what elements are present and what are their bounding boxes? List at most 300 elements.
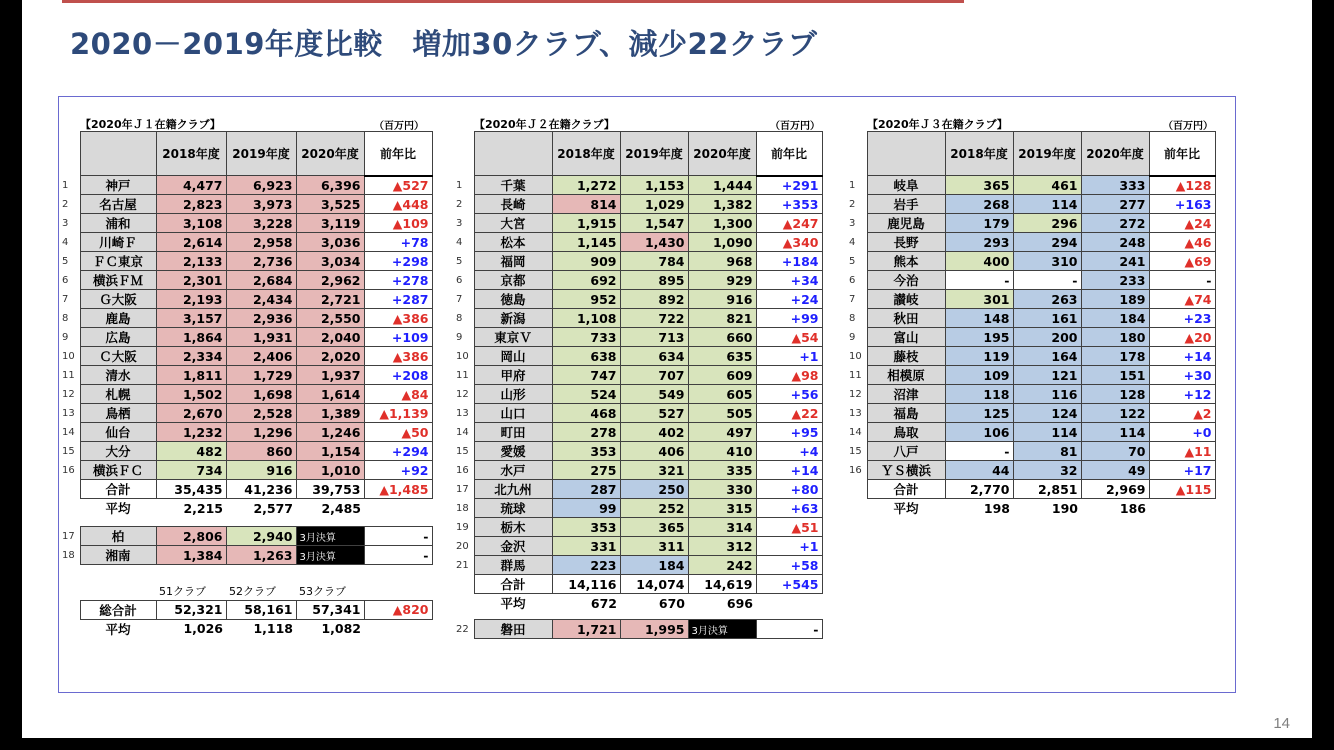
table-row <box>849 366 1215 385</box>
table-row <box>456 347 822 366</box>
yoy-change: +184 <box>756 252 822 271</box>
revenue-value: 2,614 <box>156 233 226 252</box>
club-name: 山口 <box>474 404 552 423</box>
row-index: 9 <box>62 331 69 343</box>
yoy-change: ▲386 <box>364 347 432 366</box>
table-row <box>456 328 822 347</box>
yoy-change: ▲20 <box>1149 328 1215 347</box>
row-index: 4 <box>62 236 69 248</box>
row-index: 1 <box>456 179 463 191</box>
revenue-value: 1,614 <box>296 385 364 404</box>
yoy-change: +1 <box>756 347 822 366</box>
revenue-value: 909 <box>552 252 620 271</box>
revenue-value: - <box>945 442 1013 461</box>
revenue-value: 2,193 <box>156 290 226 309</box>
table-row <box>456 423 822 442</box>
yoy-change: +291 <box>756 176 822 195</box>
revenue-value: 335 <box>688 461 756 480</box>
club-name: 鳥栖 <box>80 404 156 423</box>
revenue-value: 2,040 <box>296 328 364 347</box>
club-name: 相模原 <box>867 366 945 385</box>
j3-header-row <box>849 132 1215 176</box>
table-row <box>849 214 1215 233</box>
revenue-value: 1,389 <box>296 404 364 423</box>
revenue-value: 400 <box>945 252 1013 271</box>
row-index: 10 <box>62 350 75 362</box>
revenue-value: 1,444 <box>688 176 756 195</box>
club-name: 京都 <box>474 271 552 290</box>
row-index: 11 <box>849 369 862 381</box>
club-name: 磐田 <box>474 620 552 639</box>
total-change: ▲1,485 <box>364 480 432 499</box>
row-index: 15 <box>62 445 75 457</box>
table-row <box>62 366 432 385</box>
yoy-change: ▲54 <box>756 328 822 347</box>
average-label: 平均 <box>500 596 526 611</box>
j1-average-row <box>62 499 432 518</box>
row-index: 11 <box>62 369 75 381</box>
column-header: 前年比 <box>1149 132 1215 176</box>
club-name: 鹿児島 <box>867 214 945 233</box>
row-index: 6 <box>62 274 69 286</box>
revenue-value: 1,547 <box>620 214 688 233</box>
revenue-value: 315 <box>688 499 756 518</box>
row-index: 19 <box>456 521 469 533</box>
club-name: 八戸 <box>867 442 945 461</box>
fiscal-note: 3月決算 <box>296 546 364 565</box>
revenue-value: 114 <box>1081 423 1149 442</box>
revenue-value: 692 <box>552 271 620 290</box>
club-name: ＹＳ横浜 <box>867 461 945 480</box>
table-row <box>456 366 822 385</box>
revenue-value: 263 <box>1013 290 1081 309</box>
club-name: 富山 <box>867 328 945 347</box>
revenue-value: 527 <box>620 404 688 423</box>
revenue-value: 1,272 <box>552 176 620 195</box>
club-name: 長崎 <box>474 195 552 214</box>
j1-extra-table <box>62 526 433 565</box>
row-index: 12 <box>456 388 469 400</box>
revenue-value: 916 <box>226 461 296 480</box>
revenue-value: 312 <box>688 537 756 556</box>
yoy-change: +14 <box>1149 347 1215 366</box>
table-row <box>849 233 1215 252</box>
table-row <box>456 461 822 480</box>
table-row <box>849 347 1215 366</box>
row-index: 7 <box>849 293 856 305</box>
revenue-value: 151 <box>1081 366 1149 385</box>
revenue-value: 713 <box>620 328 688 347</box>
yoy-change: ▲51 <box>756 518 822 537</box>
j2-caption: 【2020年Ｊ２在籍クラブ】 <box>474 118 615 131</box>
row-index: 4 <box>456 236 463 248</box>
yoy-change: ▲340 <box>756 233 822 252</box>
row-index: 15 <box>849 445 862 457</box>
column-header: 2020年度 <box>688 132 756 176</box>
yoy-change: ▲448 <box>364 195 432 214</box>
row-index: 1 <box>849 179 856 191</box>
table-row <box>62 404 432 423</box>
revenue-value: 250 <box>620 480 688 499</box>
revenue-value: 272 <box>1081 214 1149 233</box>
row-index: 3 <box>62 217 69 229</box>
revenue-value: 1,698 <box>226 385 296 404</box>
revenue-value: 296 <box>1013 214 1081 233</box>
yoy-change: +287 <box>364 290 432 309</box>
j2-average-row <box>456 594 822 613</box>
average-value: 2,485 <box>321 500 361 516</box>
revenue-value: 4,477 <box>156 176 226 195</box>
table-row <box>62 461 432 480</box>
revenue-value: 549 <box>620 385 688 404</box>
club-name: 徳島 <box>474 290 552 309</box>
club-name: ＦＣ東京 <box>80 252 156 271</box>
page-title: 2020－2019年度比較 増加30クラブ、減少22クラブ <box>70 27 818 61</box>
club-name: 清水 <box>80 366 156 385</box>
yoy-change: +78 <box>364 233 432 252</box>
row-index: 16 <box>849 464 862 476</box>
row-index: 18 <box>456 502 469 514</box>
yoy-change: +278 <box>364 271 432 290</box>
club-name: 岡山 <box>474 347 552 366</box>
revenue-value: 287 <box>552 480 620 499</box>
revenue-value: 81 <box>1013 442 1081 461</box>
revenue-value: 468 <box>552 404 620 423</box>
blank-cell <box>62 582 80 600</box>
yoy-change: ▲74 <box>1149 290 1215 309</box>
row-index: 10 <box>849 350 862 362</box>
column-header: 2020年度 <box>296 132 364 176</box>
club-count: 52クラブ <box>229 584 276 598</box>
revenue-value: 2,434 <box>226 290 296 309</box>
yoy-change: +63 <box>756 499 822 518</box>
row-index: 13 <box>849 407 862 419</box>
yoy-change: ▲50 <box>364 423 432 442</box>
row-index: 8 <box>62 312 69 324</box>
revenue-value: 241 <box>1081 252 1149 271</box>
column-header: 2019年度 <box>620 132 688 176</box>
revenue-value: 242 <box>688 556 756 575</box>
club-name: 町田 <box>474 423 552 442</box>
club-name: 浦和 <box>80 214 156 233</box>
revenue-value: 1,729 <box>226 366 296 385</box>
average-value: 190 <box>1051 500 1078 516</box>
table-row <box>456 252 822 271</box>
grand-average-label: 平均 <box>105 621 131 637</box>
revenue-value: 114 <box>1013 195 1081 214</box>
row-index: 8 <box>456 312 463 324</box>
club-name: 東京Ｖ <box>474 328 552 347</box>
column-header: 2018年度 <box>552 132 620 176</box>
row-index: 17 <box>456 483 469 495</box>
revenue-value: 2,684 <box>226 271 296 290</box>
yoy-change: +24 <box>756 290 822 309</box>
slide <box>22 0 1312 738</box>
yoy-change: +80 <box>756 480 822 499</box>
table-row <box>62 328 432 347</box>
revenue-value: 916 <box>688 290 756 309</box>
revenue-value: 3,034 <box>296 252 364 271</box>
revenue-value: 365 <box>945 176 1013 195</box>
grand-total-value: 57,341 <box>296 600 364 619</box>
club-name: 甲府 <box>474 366 552 385</box>
revenue-value: 952 <box>552 290 620 309</box>
row-index: 5 <box>849 255 856 267</box>
blank-cell <box>62 619 80 638</box>
top-accent-bar <box>62 0 964 3</box>
table-row <box>62 385 432 404</box>
revenue-value: 2,528 <box>226 404 296 423</box>
table-row <box>456 309 822 328</box>
revenue-value: 3,157 <box>156 309 226 328</box>
revenue-value: 2,736 <box>226 252 296 271</box>
yoy-change: ▲128 <box>1149 176 1215 195</box>
table-row <box>849 385 1215 404</box>
revenue-value: 638 <box>552 347 620 366</box>
revenue-value: 310 <box>1013 252 1081 271</box>
revenue-value: 321 <box>620 461 688 480</box>
revenue-value: 605 <box>688 385 756 404</box>
yoy-change: ▲69 <box>1149 252 1215 271</box>
revenue-value: 1,010 <box>296 461 364 480</box>
revenue-value: 609 <box>688 366 756 385</box>
revenue-value: 3,973 <box>226 195 296 214</box>
club-name: 湘南 <box>80 546 156 565</box>
club-name: 千葉 <box>474 176 552 195</box>
club-name: 山形 <box>474 385 552 404</box>
grand-average-value: 1,118 <box>253 621 293 636</box>
club-name: 大分 <box>80 442 156 461</box>
blank-cell <box>80 582 156 600</box>
yoy-change: +12 <box>1149 385 1215 404</box>
revenue-value: - <box>1013 271 1081 290</box>
table-row <box>456 176 822 195</box>
total-value: 39,753 <box>296 480 364 499</box>
club-name: 横浜ＦＣ <box>80 461 156 480</box>
revenue-value: 178 <box>1081 347 1149 366</box>
yoy-change: ▲527 <box>364 176 432 195</box>
table-row <box>456 442 822 461</box>
revenue-value: 184 <box>620 556 688 575</box>
row-index-blank <box>62 132 80 176</box>
revenue-value: 118 <box>945 385 1013 404</box>
j3-unit: （百万円） <box>1163 121 1213 132</box>
j2-header-row <box>456 132 822 176</box>
row-index: 3 <box>849 217 856 229</box>
total-label: 合計 <box>80 480 156 499</box>
yoy-change: +92 <box>364 461 432 480</box>
row-index: 14 <box>456 426 469 438</box>
table-row <box>456 195 822 214</box>
revenue-value: 505 <box>688 404 756 423</box>
club-name: 札幌 <box>80 385 156 404</box>
yoy-change: ▲247 <box>756 214 822 233</box>
revenue-value: 333 <box>1081 176 1149 195</box>
total-value: 35,435 <box>156 480 226 499</box>
blank-cell <box>364 499 432 518</box>
revenue-value: 1,263 <box>226 546 296 565</box>
grand-total-value: 58,161 <box>226 600 296 619</box>
revenue-value: 1,915 <box>552 214 620 233</box>
revenue-value: 3,119 <box>296 214 364 233</box>
revenue-value: 278 <box>552 423 620 442</box>
revenue-value: 293 <box>945 233 1013 252</box>
revenue-value: 125 <box>945 404 1013 423</box>
column-header: 2018年度 <box>156 132 226 176</box>
table-row <box>456 620 822 639</box>
revenue-value: 99 <box>552 499 620 518</box>
row-index: 14 <box>62 426 75 438</box>
club-name: 福島 <box>867 404 945 423</box>
row-index: 12 <box>62 388 75 400</box>
total-value: 41,236 <box>226 480 296 499</box>
revenue-value: 331 <box>552 537 620 556</box>
yoy-change: +109 <box>364 328 432 347</box>
table-row <box>849 309 1215 328</box>
row-index: 5 <box>456 255 463 267</box>
revenue-value: 2,936 <box>226 309 296 328</box>
yoy-change: ▲46 <box>1149 233 1215 252</box>
table-row <box>62 290 432 309</box>
club-name: 鹿島 <box>80 309 156 328</box>
row-index: 12 <box>849 388 862 400</box>
revenue-value: 1,811 <box>156 366 226 385</box>
revenue-value: 114 <box>1013 423 1081 442</box>
j1-total-row <box>62 480 432 499</box>
j3-total-row <box>849 480 1215 499</box>
table-row <box>62 176 432 195</box>
row-index: 11 <box>456 369 469 381</box>
j3-average-row <box>849 499 1215 518</box>
revenue-value: 148 <box>945 309 1013 328</box>
club-name: 横浜ＦＭ <box>80 271 156 290</box>
blank-cell <box>364 582 432 600</box>
j1-unit: （百万円） <box>374 121 424 132</box>
revenue-value: 180 <box>1081 328 1149 347</box>
header-club-blank <box>80 132 156 176</box>
revenue-value: 2,334 <box>156 347 226 366</box>
revenue-value: 406 <box>620 442 688 461</box>
table-row <box>456 499 822 518</box>
table-row <box>849 252 1215 271</box>
club-name: 今治 <box>867 271 945 290</box>
j2-table <box>456 131 823 612</box>
yoy-change: ▲109 <box>364 214 432 233</box>
club-name: 熊本 <box>867 252 945 271</box>
revenue-value: 524 <box>552 385 620 404</box>
column-header: 前年比 <box>756 132 822 176</box>
club-name: 愛媛 <box>474 442 552 461</box>
total-label: 合計 <box>474 575 552 594</box>
revenue-value: 968 <box>688 252 756 271</box>
table-row <box>62 527 432 546</box>
table-row <box>849 176 1215 195</box>
header-club-blank <box>867 132 945 176</box>
average-value: 186 <box>1119 500 1146 516</box>
club-count: 51クラブ <box>159 584 206 598</box>
revenue-value: 929 <box>688 271 756 290</box>
row-index: 2 <box>849 198 856 210</box>
j1-table <box>62 131 433 517</box>
club-name: 名古屋 <box>80 195 156 214</box>
revenue-value: 635 <box>688 347 756 366</box>
revenue-value: - <box>945 271 1013 290</box>
table-row <box>456 518 822 537</box>
club-name: 岩手 <box>867 195 945 214</box>
revenue-value: 233 <box>1081 271 1149 290</box>
revenue-value: 3,108 <box>156 214 226 233</box>
yoy-change: +163 <box>1149 195 1215 214</box>
club-name: 水戸 <box>474 461 552 480</box>
revenue-value: 1,153 <box>620 176 688 195</box>
row-index: 22 <box>456 623 469 635</box>
table-row <box>62 423 432 442</box>
revenue-value: 2,550 <box>296 309 364 328</box>
table-row <box>62 347 432 366</box>
row-index-blank <box>62 499 80 518</box>
revenue-value: 707 <box>620 366 688 385</box>
revenue-value: 124 <box>1013 404 1081 423</box>
row-index: 9 <box>456 331 463 343</box>
yoy-change: +58 <box>756 556 822 575</box>
yoy-change: +1 <box>756 537 822 556</box>
grand-average-value: 1,026 <box>183 621 223 636</box>
yoy-change: +14 <box>756 461 822 480</box>
revenue-value: 733 <box>552 328 620 347</box>
revenue-value: 892 <box>620 290 688 309</box>
table-row <box>849 290 1215 309</box>
revenue-value: 1,232 <box>156 423 226 442</box>
revenue-value: 660 <box>688 328 756 347</box>
revenue-value: 44 <box>945 461 1013 480</box>
club-name: 川崎Ｆ <box>80 233 156 252</box>
grand-total-value: 52,321 <box>156 600 226 619</box>
total-value: 14,074 <box>620 575 688 594</box>
yoy-change: ▲1,139 <box>364 404 432 423</box>
revenue-value: 277 <box>1081 195 1149 214</box>
revenue-value: 6,923 <box>226 176 296 195</box>
grand-total-change: ▲820 <box>364 600 432 619</box>
yoy-change: ▲22 <box>756 404 822 423</box>
club-name: 藤枝 <box>867 347 945 366</box>
revenue-value: 109 <box>945 366 1013 385</box>
revenue-value: 119 <box>945 347 1013 366</box>
club-name: 栃木 <box>474 518 552 537</box>
row-index: 9 <box>849 331 856 343</box>
table-row <box>62 271 432 290</box>
revenue-value: 121 <box>1013 366 1081 385</box>
j1-caption: 【2020年Ｊ１在籍クラブ】 <box>80 118 221 131</box>
revenue-value: 2,823 <box>156 195 226 214</box>
yoy-change: - <box>756 620 822 639</box>
revenue-value: 1,296 <box>226 423 296 442</box>
revenue-value: 195 <box>945 328 1013 347</box>
revenue-value: 128 <box>1081 385 1149 404</box>
revenue-value: 2,406 <box>226 347 296 366</box>
grand-average-row <box>62 619 432 638</box>
table-row <box>62 233 432 252</box>
row-index-blank <box>849 499 867 518</box>
club-name: 北九州 <box>474 480 552 499</box>
club-name: 仙台 <box>80 423 156 442</box>
column-header: 2019年度 <box>226 132 296 176</box>
yoy-change: ▲11 <box>1149 442 1215 461</box>
revenue-value: 365 <box>620 518 688 537</box>
j1-grand-table <box>62 582 433 638</box>
revenue-value: 784 <box>620 252 688 271</box>
page-number: 14 <box>1273 715 1290 732</box>
revenue-value: 2,958 <box>226 233 296 252</box>
